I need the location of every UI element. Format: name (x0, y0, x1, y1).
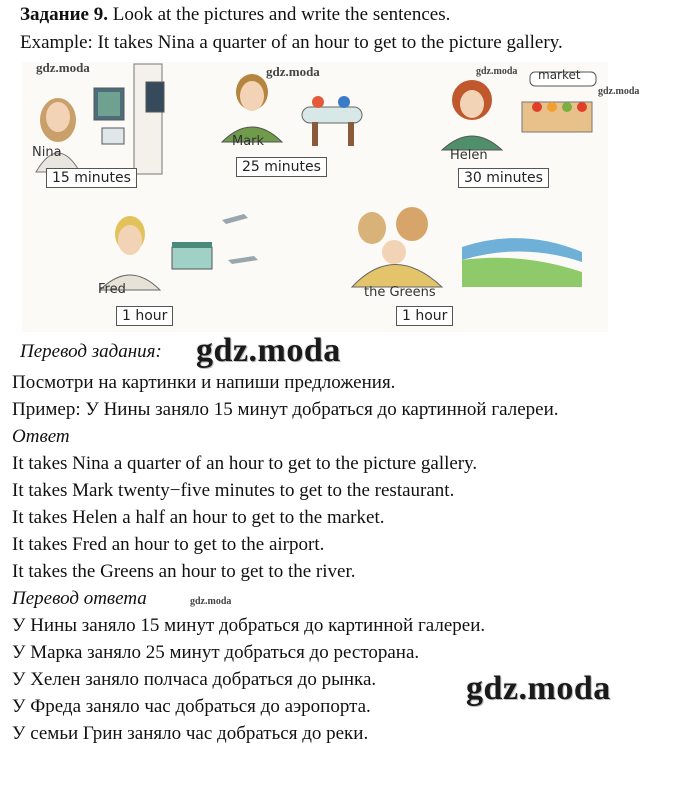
mark-time-box: 25 minutes (236, 157, 327, 177)
task-instruction: Look at the pictures and write the sentences. (112, 4, 451, 25)
fred-picture (100, 214, 258, 290)
watermark: gdz.moda (598, 86, 640, 97)
task-label: Задание 9. (20, 4, 108, 25)
watermark: gdz.moda (266, 64, 320, 79)
market-sign: market (538, 68, 581, 82)
helen-picture (442, 72, 596, 150)
nina-time-box: 15 minutes (46, 168, 137, 188)
nina-label: Nina (32, 145, 62, 160)
watermark: gdz.moda (36, 60, 90, 75)
answer-translation-line: У Хелен заняло полчаса добраться до рынка. (12, 669, 377, 690)
answer-line: It takes Helen a half an hour to get to the market. (12, 507, 385, 528)
translation-task-heading: Перевод задания: (20, 341, 162, 362)
watermark: gdz.moda (190, 596, 232, 607)
greens-label: the Greens (364, 285, 436, 300)
helen-label: Helen (450, 148, 488, 163)
answer-line: It takes the Greens an hour to get to the river. (12, 561, 356, 582)
answer-translation-heading: Перевод ответа (12, 588, 147, 609)
answer-translation-line: У семьи Грин заняло час добраться до реки. (12, 723, 369, 744)
answer-translation-line: У Фреда заняло час добраться до аэропорта. (12, 696, 371, 717)
watermark: gdz.moda (476, 66, 518, 77)
task-title (20, 4, 450, 26)
helen-time-box: 30 minutes (458, 168, 549, 188)
greens-picture (352, 207, 582, 287)
translation-task-line: Посмотри на картинки и напиши предложения. (12, 372, 396, 393)
mark-label: Mark (232, 134, 265, 149)
fred-time-box: 1 hour (116, 306, 173, 326)
answer-heading: Ответ (12, 426, 70, 447)
task-example: Example: It takes Nina a quarter of an hour to get to the picture gallery. (20, 32, 563, 53)
answer-line: It takes Mark twenty−five minutes to get to the restaurant. (12, 480, 455, 501)
answer-translation-line: У Нины заняло 15 минут добраться до картинной галереи. (12, 615, 486, 636)
fred-label: Fred (98, 282, 126, 297)
answer-translation-line: У Марка заняло 25 минут добраться до ресторана. (12, 642, 420, 663)
answer-line: It takes Fred an hour to get to the airport. (12, 534, 325, 555)
watermark: gdz.moda (196, 332, 341, 369)
watermark: gdz.moda (466, 670, 611, 707)
translation-task-line: Пример: У Нины заняло 15 минут добраться до картинной галереи. (12, 399, 559, 420)
greens-time-box: 1 hour (396, 306, 453, 326)
answer-line: It takes Nina a quarter of an hour to get to the picture gallery. (12, 453, 478, 474)
